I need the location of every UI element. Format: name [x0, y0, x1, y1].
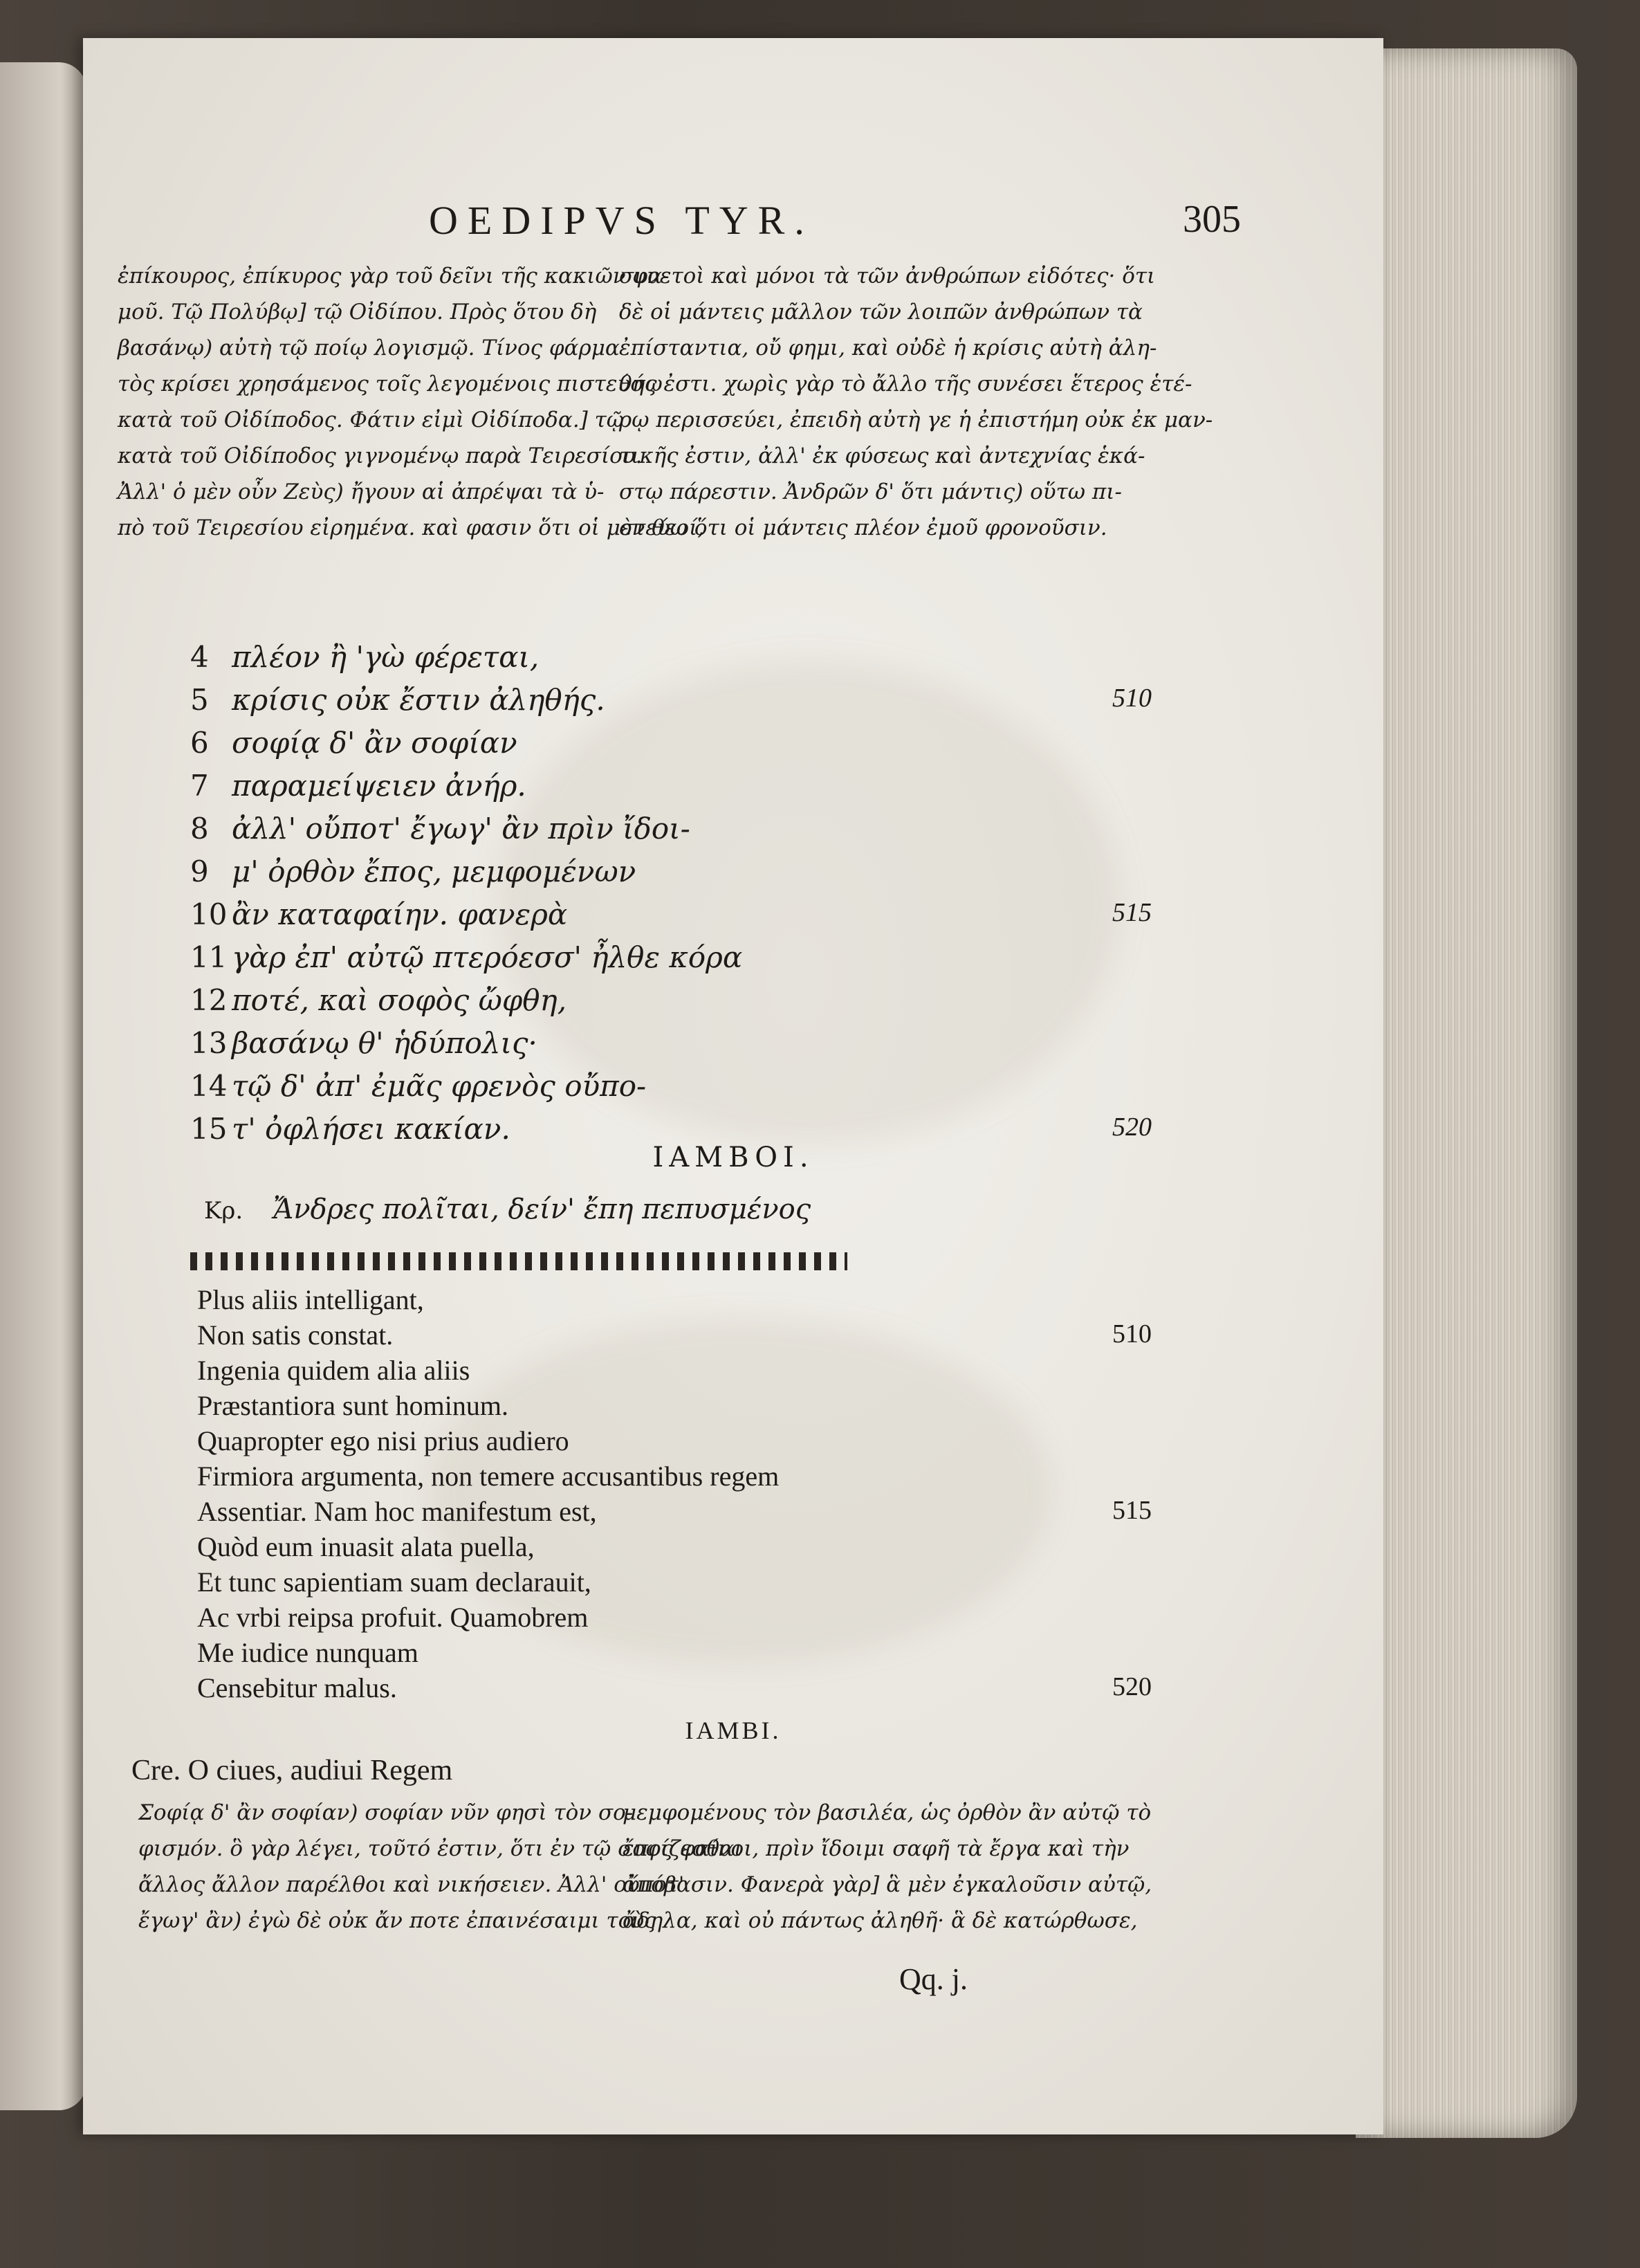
- verse-text: πλέον ἢ 'γὼ φέρεται,: [232, 640, 540, 674]
- scholia-line: Ἀλλ' ὁ μὲν οὖν Ζεὺς) ἤγουν αἱ ἀπρέψαι τὰ ὑ-: [118, 479, 605, 504]
- verse-text: κρίσις οὐκ ἔστιν ἀληθής.: [232, 683, 605, 717]
- book-page: [83, 38, 1383, 2134]
- verse-number: 8: [190, 812, 209, 845]
- verse-number: 4: [190, 640, 209, 674]
- verse-number: 7: [190, 769, 209, 803]
- verse-number: 6: [190, 726, 209, 760]
- section-heading-iamboi: IAMBOI.: [652, 1142, 814, 1173]
- cre-line: Cre. O ciues, audiui Regem: [131, 1755, 453, 1786]
- scholia-line: τικῆς ἐστιν, ἀλλ' ἐκ φύσεως καὶ ἀντεχνίας ἑκά-: [619, 443, 1145, 468]
- scholia-line: συνετοὶ καὶ μόνοι τὰ τῶν ἀνθρώπων εἰδότες· ὅτι: [619, 264, 1156, 289]
- scholia-line: δὲ οἱ μάντεις μᾶλλον τῶν λοιπῶν ἀνθρώπων τὰ: [619, 300, 1143, 324]
- latin-text: Quòd eum inuasit alata puella,: [197, 1531, 535, 1562]
- section-heading-iambi: IAMBI.: [685, 1717, 782, 1744]
- latin-line: [197, 1283, 1152, 1319]
- latin-line: [197, 1425, 1152, 1460]
- scholia-line: ἐπίσταντια, οὔ φημι, καὶ οὐδὲ ἡ κρίσις αὐτὴ ἀλη-: [619, 336, 1157, 360]
- verse-text: παραμείψειεν ἀνήρ.: [232, 769, 526, 803]
- verse-line: [190, 854, 1152, 897]
- latin-line: [197, 1566, 1152, 1601]
- scholia-line: φισμόν. ὃ γὰρ λέγει, τοῦτό ἐστιν, ὅτι ἐν τῷ σοφίζεσθαι: [138, 1836, 743, 1861]
- verse-line: [190, 683, 1152, 726]
- scholia-line: μεμφομένους τὸν βασιλέα, ὡς ὀρθὸν ἂν αὐτῷ τὸ: [623, 1800, 1152, 1825]
- verse-line: [190, 812, 1152, 854]
- line-number: 515: [1112, 1496, 1152, 1525]
- latin-line: [197, 1601, 1152, 1636]
- line-number: 510: [1112, 1319, 1152, 1348]
- verse-line: [190, 726, 1152, 769]
- scholia-line: ἔγωγ' ἂν) ἐγὼ δὲ οὐκ ἄν ποτε ἐπαινέσαιμι τοὺς: [138, 1908, 656, 1933]
- verse-text: ἂν καταφαίην. φανερὰ: [232, 897, 568, 931]
- scholia-top-right: [619, 258, 1213, 546]
- scholia-line: θής ἐστι. χωρὶς γὰρ τὸ ἄλλο τῆς συνέσει ἕτερος ἑτέ-: [619, 372, 1192, 396]
- line-number: 510: [1112, 684, 1152, 713]
- scholia-line: στῳ πάρεστιν. Ἀνδρῶν δ' ὅτι μάντις) οὕτω πι-: [619, 479, 1122, 504]
- latin-line: [197, 1672, 1152, 1707]
- latin-text: Ac vrbi reipsa profuit. Quamobrem: [197, 1602, 589, 1633]
- verse-text: μ' ὀρθὸν ἔπος, μεμφομένων: [232, 854, 636, 888]
- verse-text: τ' ὀφλήσει κακίαν.: [232, 1112, 510, 1146]
- verse-number: 12: [190, 983, 228, 1017]
- latin-line: [197, 1495, 1152, 1530]
- verse-number: 5: [190, 683, 209, 717]
- latin-verse-block: [197, 1283, 1152, 1707]
- line-number: 520: [1112, 1113, 1152, 1142]
- latin-line: [197, 1530, 1152, 1566]
- scholia-line: ἄλλος ἄλλον παρέλθοι καὶ νικήσειεν. Ἀλλ' οὔποτ': [138, 1872, 685, 1897]
- scholia-line: τὸς κρίσει χρησάμενος τοῖς λεγομένοις πιστεύσω: [118, 372, 663, 396]
- verse-text: γὰρ ἐπ' αὐτῷ πτερόεσσ' ἦλθε κόρα: [232, 940, 743, 974]
- latin-line: [197, 1319, 1152, 1354]
- latin-text: Me iudice nunquam: [197, 1637, 418, 1668]
- running-title: OEDIPVS TYR.: [429, 198, 814, 243]
- scholia-line: βασάνῳ) αὐτὴ τῷ ποίῳ λογισμῷ. Τίνος φάρμα: [118, 336, 620, 360]
- latin-text: Quapropter ego nisi prius audiero: [197, 1425, 569, 1456]
- verse-text: σοφίᾳ δ' ἂν σοφίαν: [232, 726, 517, 760]
- scholia-line: ἐπίκουρος, ἐπίκυρος γὰρ τοῦ δεῖνι τῆς κακιῶν φα-: [118, 264, 670, 289]
- latin-text: Plus aliis intelligant,: [197, 1284, 424, 1315]
- scholia-line: ρῳ περισσεύει, ἐπειδὴ αὐτὴ γε ἡ ἐπιστήμη οὐκ ἐκ μαν-: [619, 408, 1213, 432]
- scholia-line: ἀπόβασιν. Φανερὰ γὰρ] ἃ μὲν ἐγκαλοῦσιν αὐτῷ,: [623, 1872, 1152, 1897]
- greek-verse-block: [190, 640, 1152, 1155]
- verse-line: [190, 983, 1152, 1026]
- latin-text: Non satis constat.: [197, 1319, 394, 1351]
- latin-text: Præstantiora sunt hominum.: [197, 1390, 508, 1421]
- latin-text: Censebitur malus.: [197, 1672, 397, 1703]
- book-page-edges: [1356, 48, 1577, 2138]
- latin-line: [197, 1460, 1152, 1495]
- scholia-line: ἄδηλα, καὶ οὐ πάντως ἀληθῆ· ἃ δὲ κατώρθωσε,: [623, 1908, 1138, 1933]
- verse-number: 13: [190, 1026, 228, 1060]
- verse-number: 11: [190, 940, 228, 974]
- verse-text: ποτέ, καὶ σοφὸς ὤφθη,: [232, 983, 567, 1017]
- verse-line: [190, 897, 1152, 940]
- verse-line: [190, 1069, 1152, 1112]
- speaker-label: Κρ.: [204, 1197, 243, 1225]
- scholia-line: κατὰ τοῦ Οἰδίποδος γιγνομένῳ παρὰ Τειρεσίου.: [118, 443, 643, 468]
- folio-number: 305: [1183, 198, 1241, 241]
- signature-mark: Qq. j.: [899, 1962, 968, 1996]
- scholia-line: στεύω ὅτι οἱ μάντεις πλέον ἐμοῦ φρονοῦσιν.: [619, 515, 1107, 540]
- verse-line: [190, 640, 1152, 683]
- latin-text: Ingenia quidem alia aliis: [197, 1355, 470, 1386]
- latin-line: [197, 1354, 1152, 1389]
- verse-number: 14: [190, 1069, 228, 1103]
- latin-line: [197, 1389, 1152, 1425]
- scholia-top-left: [118, 258, 704, 546]
- line-number: 520: [1112, 1672, 1152, 1701]
- line-number: 515: [1112, 898, 1152, 927]
- verse-text: βασάνῳ θ' ἡδύπολις·: [232, 1026, 537, 1060]
- running-head: [346, 197, 1245, 253]
- verse-text: ἀλλ' οὔποτ' ἔγωγ' ἂν πρὶν ἴδοι-: [232, 812, 690, 845]
- scholia-line: κατὰ τοῦ Οἰδίποδος. Φάτιν εἰμὶ Οἰδίποδα.] τῷ: [118, 408, 625, 432]
- scholia-line: μοῦ. Τῷ Πολύβῳ] τῷ Οἰδίπου. Πρὸς ὅτου δὴ: [118, 300, 597, 324]
- verse-text: τῷ δ' ἀπ' ἐμᾶς φρενὸς οὔπο-: [232, 1069, 647, 1103]
- latin-text: Assentiar. Nam hoc manifestum est,: [197, 1496, 597, 1527]
- scholia-line: ἔπος φαίνοι, πρὶν ἴδοιμι σαφῆ τὰ ἔργα καὶ τὴν: [623, 1836, 1130, 1861]
- facing-page-edge: [0, 62, 86, 2110]
- ornamental-rule: [190, 1252, 847, 1270]
- speaker-text: Ἄνδρες πολῖται, δείν' ἔπη πεπυσμένος: [273, 1194, 811, 1225]
- scholia-line: Σοφίᾳ δ' ἂν σοφίαν) σοφίαν νῦν φησὶ τὸν σο-: [138, 1800, 634, 1825]
- verse-line: [190, 940, 1152, 983]
- speaker-line: [204, 1194, 811, 1225]
- latin-line: [197, 1636, 1152, 1672]
- latin-text: Firmiora argumenta, non temere accusantibus regem: [197, 1461, 780, 1492]
- latin-text: Et tunc sapientiam suam declarauit,: [197, 1566, 591, 1598]
- scholia-bottom-right: [623, 1795, 1152, 1939]
- verse-number: 15: [190, 1112, 228, 1146]
- verse-number: 10: [190, 897, 228, 931]
- verse-line: [190, 1026, 1152, 1069]
- verse-number: 9: [190, 854, 209, 888]
- verse-line: [190, 769, 1152, 812]
- scholia-line: πὸ τοῦ Τειρεσίου εἰρημένα. καὶ φασιν ὅτι οἱ μὲν θεοί,: [118, 515, 705, 540]
